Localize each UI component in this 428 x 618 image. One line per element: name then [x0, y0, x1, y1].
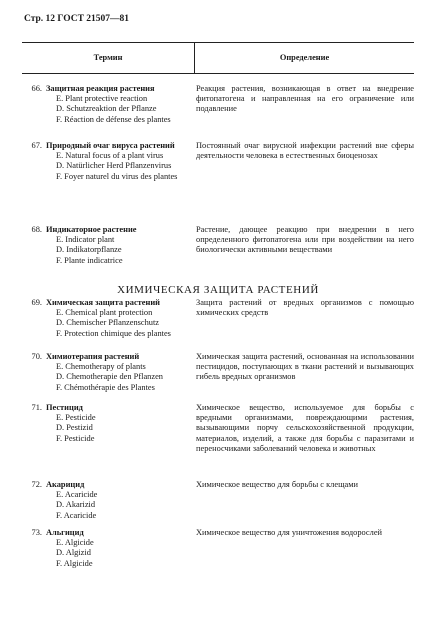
entry-number: 72.	[31, 480, 42, 489]
entry-term	[22, 225, 190, 266]
entry-definition: Растение, дающее реакцию при внедрении в него определенного фитопатогена или при воздействии на него биологически активными веществами	[196, 225, 414, 255]
entry-definition: Химическое вещество для уничтожения водорослей	[196, 528, 383, 537]
entry-translation-en: E. Indicator plant	[56, 235, 115, 245]
entry-definition: Реакция растения, возникающая в ответ на внедрение фитопатогена и направленная на его ограничение или подавление	[196, 84, 414, 114]
entry-translation-de: D. Natürlicher Herd Pflanzenvirus	[56, 161, 172, 171]
entry-translation-fr: F. Réaction de défense des plantes	[56, 114, 171, 124]
entry-translation-de: D. Pestizid	[56, 423, 93, 433]
entry-translation-en: E. Algicide	[56, 538, 94, 548]
entry-term	[22, 480, 190, 521]
entry-definition: Химическое вещество, используемое для борьбы с вредными организмами, повреждающими растения, вызывающими порчу сельскохозяйственной продукции, материалов, изделий, а также для борьбы с паразитами и переносчиками заболеваний человека и животных	[196, 403, 414, 453]
entry-translation-fr: F. Acaricide	[56, 510, 97, 520]
entry-translation-fr: F. Pesticide	[56, 433, 95, 443]
entry-term-ru: Химическая защита растений	[46, 298, 160, 307]
entry-term-ru: Природный очаг вируса растений	[46, 141, 175, 150]
entry-term	[22, 84, 190, 125]
entry-number: 68.	[31, 225, 42, 234]
entry-term	[22, 528, 190, 569]
page-header: Стр. 12 ГОСТ 21507—81	[24, 14, 130, 24]
entry-translation-de: D. Indikatorpflanze	[56, 245, 122, 255]
entry-translation-en: E. Natural focus of a plant virus	[56, 151, 164, 161]
entry-translation-de: D. Algizid	[56, 548, 91, 558]
entry-number: 69.	[31, 298, 42, 307]
column-header-term: Термин	[93, 53, 123, 62]
entry-definition: Постоянный очаг вирусной инфекции растений вне сферы деятельности человека в естественных биоценозах	[196, 141, 414, 161]
entry-translation-en: E. Chemotherapy of plants	[56, 362, 146, 372]
entry-term	[22, 141, 190, 182]
entry-translation-fr: F. Algicide	[56, 558, 93, 568]
entry-translation-fr: F. Chémothérapie des Plantes	[56, 382, 155, 392]
entry-translation-de: D. Chemotherapie den Pflanzen	[56, 372, 163, 382]
entry-translation-de: D. Akarizid	[56, 500, 96, 510]
entry-translation-en: E. Pesticide	[56, 413, 96, 423]
entry-translation-de: D. Chemischer Pflanzenschutz	[56, 318, 160, 328]
entry-number: 67.	[31, 141, 42, 150]
entry-term-ru: Химиотерапия растений	[46, 352, 140, 361]
column-header-definition: Определение	[279, 53, 330, 62]
entry-term	[22, 403, 190, 444]
entry-definition: Химическая защита растений, основанная на использовании пестицидов, поступающих в ткани растений и вызывающих гибель вредных организмов	[196, 352, 414, 382]
entry-translation-fr: F. Foyer naturel du virus des plantes	[56, 171, 178, 181]
entry-number: 71.	[31, 403, 42, 412]
entry-term-ru: Защитная реакция растения	[46, 84, 155, 93]
entry-term	[22, 352, 190, 393]
entry-term-ru: Индикаторное растение	[46, 225, 137, 234]
section-title: ХИМИЧЕСКАЯ ЗАЩИТА РАСТЕНИЙ	[117, 284, 319, 296]
entry-number: 70.	[31, 352, 42, 361]
entry-translation-de: D. Schutzreaktion der Pflanze	[56, 104, 157, 114]
entry-translation-fr: F. Protection chimique des plantes	[56, 328, 171, 338]
table-header	[22, 42, 414, 74]
entry-term-ru: Пестицид	[46, 403, 83, 412]
entry-translation-en: E. Chemical plant protection	[56, 308, 153, 318]
entry-translation-fr: F. Plante indicatrice	[56, 255, 123, 265]
entry-translation-en: E. Plant protective reaction	[56, 94, 148, 104]
entry-term-ru: Акарицид	[46, 480, 85, 489]
entry-translation-en: E. Acaricide	[56, 490, 98, 500]
entry-number: 66.	[31, 84, 42, 93]
entry-definition: Защита растений от вредных организмов с помощью химических средств	[196, 298, 414, 318]
entry-definition: Химическое вещество для борьбы с клещами	[196, 480, 359, 489]
entry-number: 73.	[31, 528, 42, 537]
entry-term-ru: Альгицид	[46, 528, 84, 537]
entry-term	[22, 298, 190, 339]
